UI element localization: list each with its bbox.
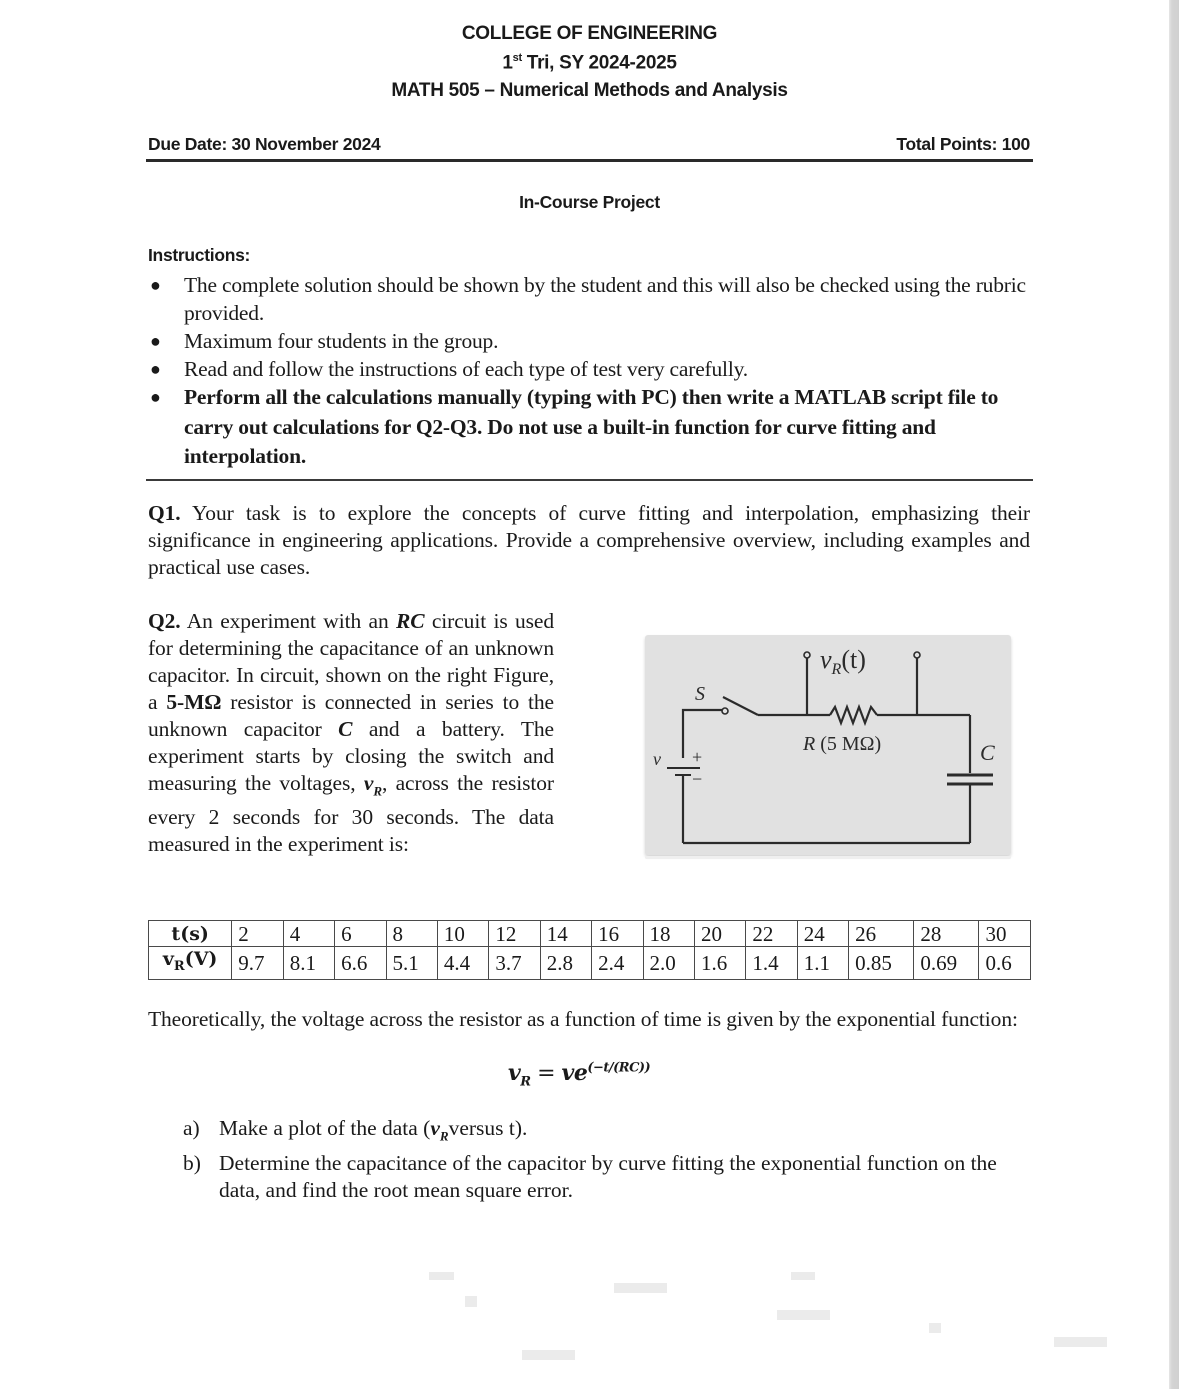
table-cell: 0.85 <box>849 947 914 980</box>
table-cell: 1.1 <box>797 947 848 980</box>
term-line <box>0 52 1179 74</box>
table-cell: 1.6 <box>694 947 745 980</box>
question-parts <box>183 1115 1033 1205</box>
q1-text: Your task is to explore the concepts of curve fitting and interpolation, emphasizing their significance in engineering applications. Provide a comprehensive overview, including examples and practical use cases. <box>148 501 1030 579</box>
table-cell: 20 <box>694 921 745 947</box>
table-cell: 2.0 <box>643 947 694 980</box>
rc-circuit-figure <box>645 635 1011 855</box>
time-header: t(s) <box>149 921 232 947</box>
header-divider <box>146 159 1033 162</box>
table-cell: 9.7 <box>232 947 283 980</box>
table-cell: 4.4 <box>437 947 488 980</box>
question-1 <box>148 500 1030 581</box>
scan-artifact <box>1054 1337 1107 1347</box>
due-date: Due Date: 30 November 2024 <box>148 134 381 154</box>
table-cell: 2 <box>232 921 283 947</box>
table-cell: 24 <box>797 921 848 947</box>
part-b: b) Determine the capacitance of the capacitor by curve fitting the exponential function on the data, and find the root mean square error. <box>183 1150 997 1203</box>
part-a: a) Make a plot of the data ($v_Rversus$ t). <box>183 1116 528 1144</box>
bullet-icon: ● <box>150 275 161 295</box>
bullet-icon: ● <box>150 331 161 351</box>
instructions-list <box>148 271 1038 472</box>
table-cell: 6.6 <box>335 947 386 980</box>
scan-artifact <box>522 1350 575 1360</box>
document-subtitle: In-Course Project <box>519 192 660 212</box>
scan-artifact <box>614 1283 667 1293</box>
table-cell: 2.4 <box>592 947 643 980</box>
instruction-item: ● Read and follow the instructions of each type of test very carefully. <box>150 357 748 381</box>
table-cell: 2.8 <box>540 947 591 980</box>
table-cell: 18 <box>643 921 694 947</box>
scan-artifact <box>429 1272 454 1280</box>
table-cell: 16 <box>592 921 643 947</box>
table-cell: 28 <box>914 921 979 947</box>
scan-artifact <box>791 1272 815 1280</box>
theory-text: Theoretically, the voltage across the resistor as a function of time is given by the exponential function: <box>148 1007 1018 1031</box>
table-cell: 3.7 <box>489 947 540 980</box>
term-rest: Tri, SY 2024-2025 <box>521 52 677 74</box>
table-cell: 0.69 <box>914 947 979 980</box>
table-cell: 22 <box>746 921 797 947</box>
table-row-time <box>149 921 1031 947</box>
scan-artifact <box>465 1296 477 1307</box>
instructions-title: Instructions: <box>148 245 251 265</box>
table-cell: 4 <box>283 921 334 947</box>
table-cell: 12 <box>489 921 540 947</box>
table-cell: 0.6 <box>979 947 1031 980</box>
table-cell: 1.4 <box>746 947 797 980</box>
table-cell: 5.1 <box>386 947 437 980</box>
exponential-equation: $v_R = ve^{(-t/(RC))}$ <box>508 1060 651 1090</box>
table-cell: 8.1 <box>283 947 334 980</box>
table-row-voltage <box>149 947 1031 980</box>
resistor-label: R (5 MΩ) <box>803 733 882 755</box>
instruction-item: ● The complete solution should be shown by the student and this will also be checked using the rubric provided. <box>150 273 1026 325</box>
term-ordinal: 1 <box>502 52 513 74</box>
instruction-item: ● Perform all the calculations manually (typing with PC) then write a MATLAB script file to carry out calculations for Q2-Q3. Do not use a built-in function for curve fitting and interpolation. <box>150 385 999 468</box>
bullet-icon: ● <box>150 359 161 379</box>
total-points: Total Points: 100 <box>896 134 1030 154</box>
vr-label: $v_R(t)$ <box>820 645 866 678</box>
table-cell: 10 <box>437 921 488 947</box>
data-table <box>148 920 1031 980</box>
battery-plus: + <box>692 747 703 767</box>
capacitor-label: C <box>980 740 995 765</box>
instruction-item: ● Maximum four students in the group. <box>150 329 499 353</box>
q2-label: Q2. <box>148 609 181 633</box>
scan-artifact <box>929 1323 941 1333</box>
course-title: MATH 505 – Numerical Methods and Analysis <box>391 80 788 101</box>
term-suffix: st <box>512 52 522 64</box>
table-cell: 8 <box>386 921 437 947</box>
meta-row <box>148 134 1030 158</box>
table-cell: 6 <box>335 921 386 947</box>
scan-artifact <box>777 1310 830 1320</box>
college-title: COLLEGE OF ENGINEERING <box>461 23 718 44</box>
question-2: Q2. An experiment with an RC circuit is used for determining the capacitance of an unknown capacitor. In circuit, shown on the right Figure, a 5-MΩ resistor is connected in series to the unknown capacitor C and a battery. The experiment starts by closing the switch and measuring the voltages, $v_R$, across the resistor every 2 seconds for 30 seconds. The data measured in the experiment is: <box>148 609 555 857</box>
instructions-divider <box>146 479 1033 481</box>
circuit-diagram <box>645 635 1011 855</box>
table-cell: 26 <box>849 921 914 947</box>
switch-label: S <box>695 683 705 705</box>
table-cell: 30 <box>979 921 1031 947</box>
table-cell: 14 <box>540 921 591 947</box>
bullet-icon: ● <box>150 387 161 407</box>
q1-label: Q1. <box>148 501 181 525</box>
battery-label: v <box>653 749 661 769</box>
voltage-header: $v_R(V)$ <box>149 947 232 980</box>
battery-minus: − <box>692 769 703 789</box>
